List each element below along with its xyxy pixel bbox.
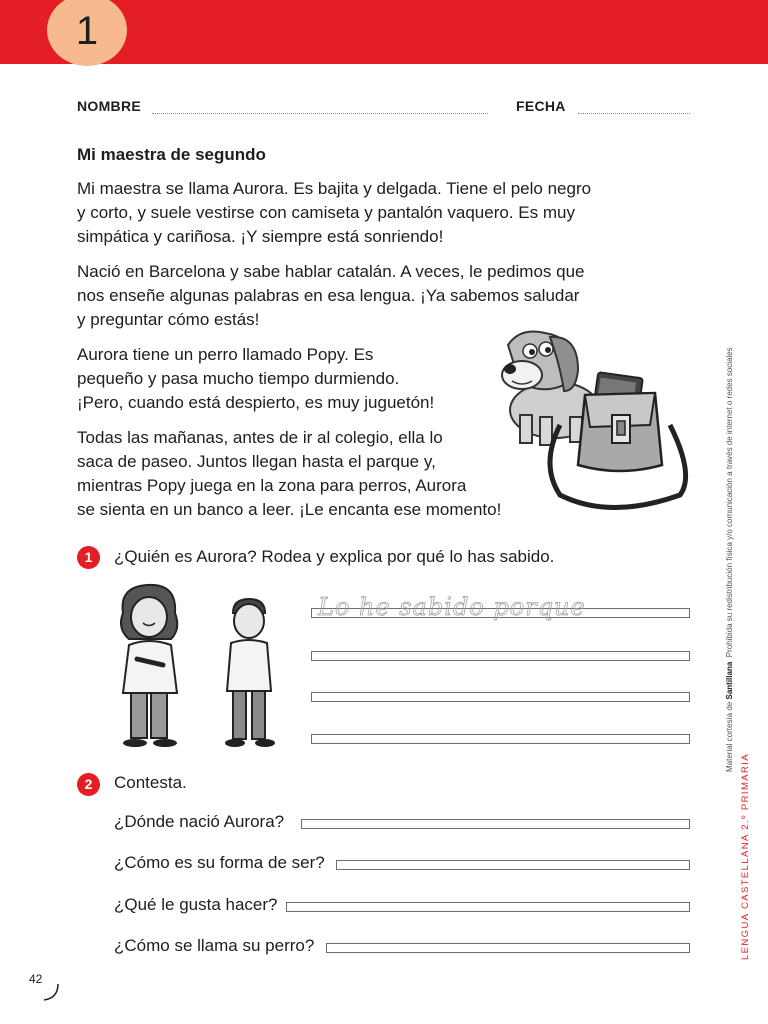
answer-line-2[interactable] [311,651,690,661]
traced-sentence: Lo he sabido porque [318,593,586,621]
paragraph-4: Todas las mañanas, antes de ir al colegio, ella lo saca de paseo. Juntos llegan hasta el parque y, mientras Popy juega en la zona para perros, Aurora se sienta en un banco a leer. ¡Le encanta ese momento! [77,428,502,519]
question-2b-label: ¿Cómo es su forma de ser? [114,853,325,872]
date-field[interactable] [578,113,690,114]
copyright-notice: Material cortesía de Santillana Prohibida su redistribución física y/o comunicación a través de internet o redes sociales [725,347,734,772]
name-label: NOMBRE [77,98,142,114]
question-1-text: ¿Quién es Aurora? Rodea y explica por qué lo has sabido. [114,547,555,566]
question-2-number: 2 [77,773,100,796]
unit-number-badge: 1 [47,0,127,66]
question-2-text: Contesta. [114,773,187,792]
course-label: LENGUA CASTELLANA 2.º PRIMARIA [740,752,751,960]
question-2d-label: ¿Cómo se llama su perro? [114,936,315,955]
question-2d-answer[interactable] [326,943,690,953]
question-2a-answer[interactable] [301,819,690,829]
answer-line-3[interactable] [311,692,690,702]
paragraph-3: Aurora tiene un perro llamado Popy. Es pequeño y pasa mucho tiempo durmiendo. ¡Pero, cuando está despierto, es muy juguetón! [77,345,435,412]
question-2a-label: ¿Dónde nació Aurora? [114,812,285,831]
reading-title: Mi maestra de segundo [77,145,266,164]
question-2c-label: ¿Qué le gusta hacer? [114,895,278,914]
page-corner-icon [40,982,62,1002]
answer-line-4[interactable] [311,734,690,744]
question-2b-answer[interactable] [336,860,690,870]
dog-with-bag-illustration [490,325,695,520]
name-field[interactable] [152,113,488,114]
boy-icon [225,599,275,747]
date-label: FECHA [516,98,566,114]
paragraph-1: Mi maestra se llama Aurora. Es bajita y delgada. Tiene el pelo negro y corto, y suele vestirse con camiseta y pantalón vaquero. Es muy simpática y cariñosa. ¡Y siempre está sonriendo! [77,179,592,246]
question-1-number: 1 [77,546,100,569]
children-illustration [115,583,285,753]
girl-icon [121,585,177,747]
page-number: 42 [29,972,43,986]
question-2c-answer[interactable] [286,902,690,912]
paragraph-2: Nació en Barcelona y sabe hablar catalán. A veces, le pedimos que nos enseñe algunas palabras en esa lengua. ¡Ya sabemos saludar y preguntar cómo estás! [77,262,585,329]
